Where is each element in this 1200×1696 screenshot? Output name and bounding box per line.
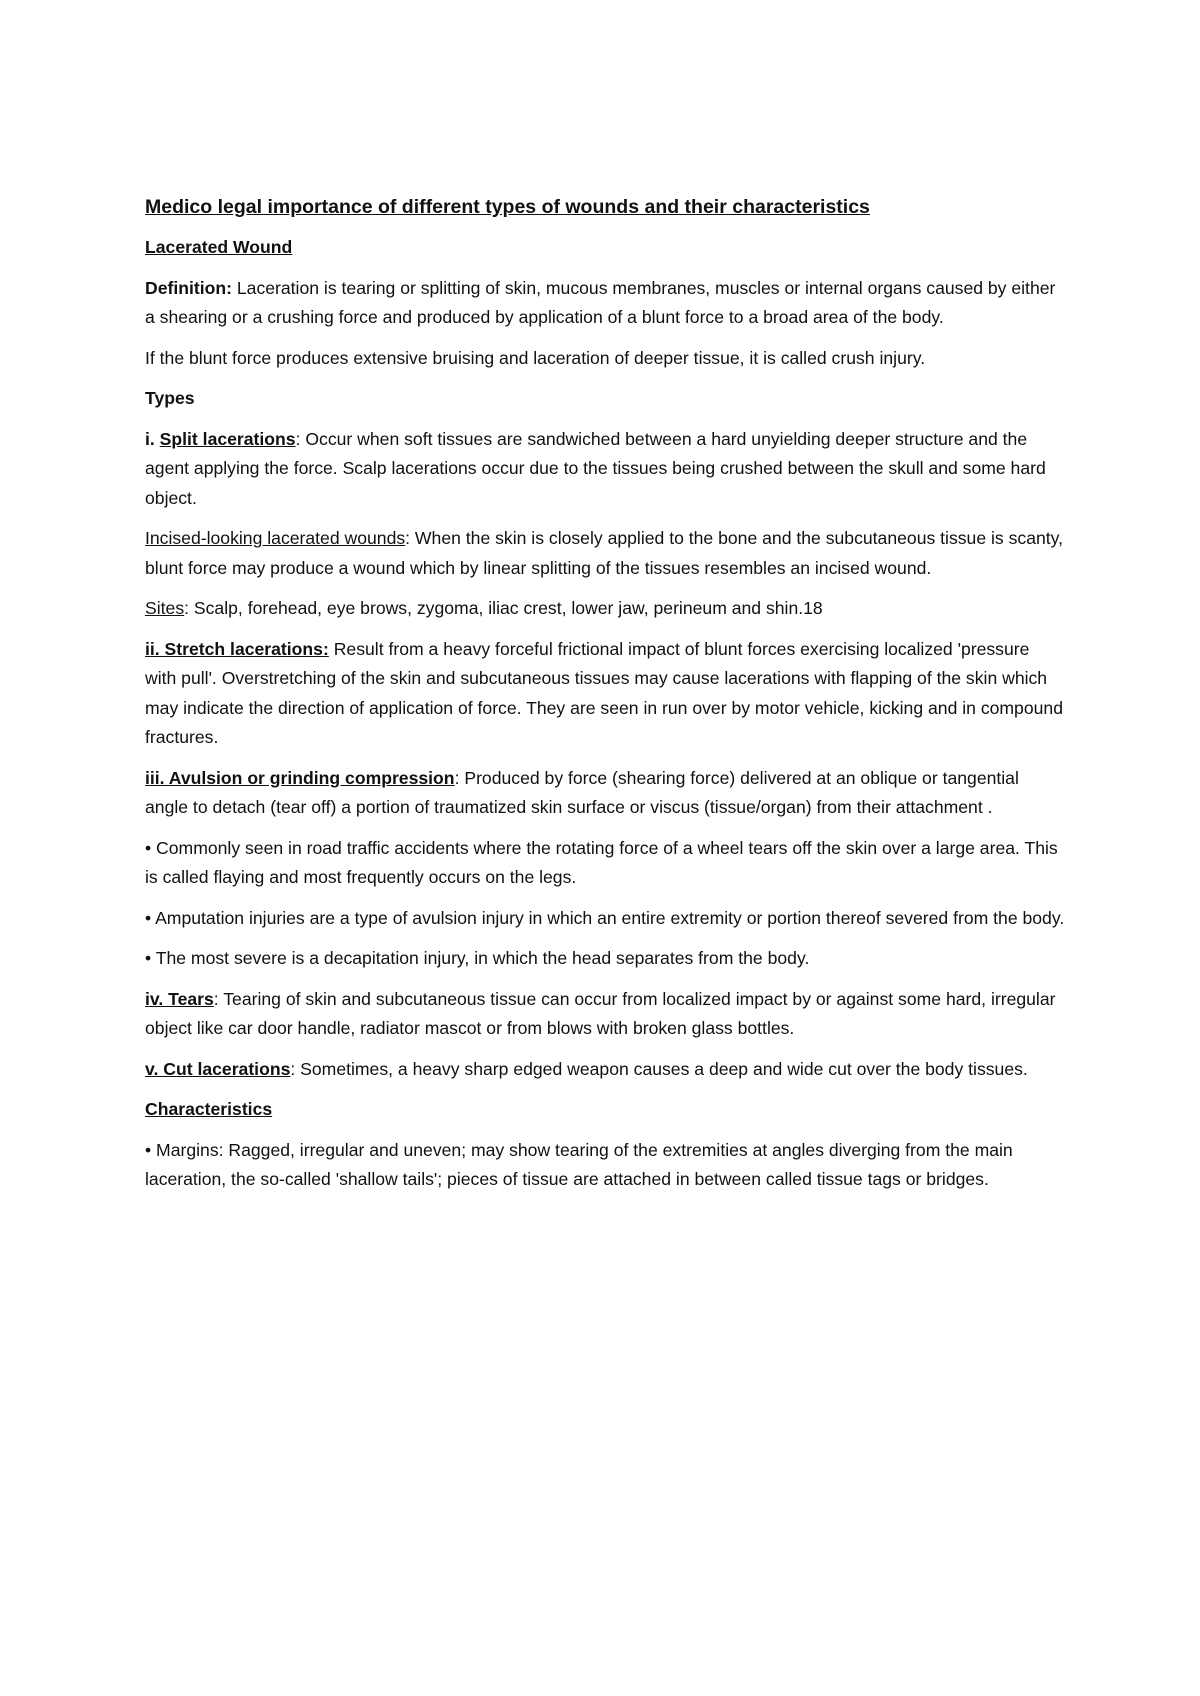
tears-paragraph xyxy=(145,985,1065,1044)
cut-colon: : xyxy=(290,1058,296,1079)
document-title: Medico legal importance of different types of wounds and their characteristics xyxy=(145,196,870,218)
sites-label: Sites xyxy=(145,598,185,618)
split-lacerations-paragraph xyxy=(145,425,1065,514)
avulsion-label: iii. Avulsion or grinding compression xyxy=(145,767,455,788)
sites-colon: : xyxy=(184,598,190,618)
bullet-item: • Amputation injuries are a type of avulsion injury in which an entire extremity or portion thereof severed from the body. xyxy=(145,907,1065,928)
avulsion-paragraph xyxy=(145,764,1065,823)
bullet-item: • The most severe is a decapitation injury, in which the head separates from the body. xyxy=(145,948,810,968)
incised-text: When the skin is closely applied to the bone and the subcutaneous tissue is scanty, blunt force may produce a wound which by linear splitting of the tissues resembles an incised wound. xyxy=(145,528,1064,578)
tears-text: Tearing of skin and subcutaneous tissue can occur from localized impact by or against some hard, irregular object like car door handle, radiator mascot or from blows with broken glass bottles. xyxy=(145,988,1056,1038)
cut-lacerations-paragraph xyxy=(145,1055,1065,1085)
avulsion-text: Produced by force (shearing force) delivered at an oblique or tangential angle to detach (tear off) a portion of traumatized skin surface or viscus (tissue/organ) from their attachment . xyxy=(145,767,1019,817)
cut-label: v. Cut lacerations xyxy=(145,1058,291,1079)
split-number: i. xyxy=(145,428,160,449)
incised-label: Incised-looking lacerated wounds xyxy=(145,528,406,548)
sites-text: Scalp, forehead, eye brows, zygoma, iliac crest, lower jaw, perineum and shin.18 xyxy=(189,598,823,618)
definition-text: Laceration is tearing or splitting of skin, mucous membranes, muscles or internal organs caused by either a shearing or a crushing force and produced by application of a blunt force to a broad area of the body. xyxy=(145,277,1056,327)
tears-label: iv. Tears xyxy=(145,988,214,1009)
split-text: Occur when soft tissues are sandwiched between a hard unyielding deeper structure and the agent applying the force. Scalp lacerations occur due to the tissues being crushed between the skull and some hard object. xyxy=(145,428,1046,508)
split-label: Split lacerations xyxy=(159,428,296,449)
crush-injury-paragraph: If the blunt force produces extensive bruising and laceration of deeper tissue, it is called crush injury. xyxy=(145,347,926,368)
bullet-item: • Commonly seen in road traffic accidents where the rotating force of a wheel tears off the skin over a large area. This is called flaying and most frequently occurs on the legs. xyxy=(145,837,1058,887)
avulsion-colon: : xyxy=(454,767,460,788)
margins-paragraph: • Margins: Ragged, irregular and uneven; may show tearing of the extremities at angles diverging from the main laceration, the so-called 'shallow tails'; pieces of tissue are attached in between called tissue tags or bridges. xyxy=(145,1139,1013,1189)
stretch-lacerations-paragraph xyxy=(145,635,1065,753)
sites-paragraph xyxy=(145,594,1065,624)
types-heading: Types xyxy=(145,388,195,408)
definition-paragraph xyxy=(145,274,1065,333)
split-colon: : xyxy=(295,428,301,449)
cut-text: Sometimes, a heavy sharp edged weapon causes a deep and wide cut over the body tissues. xyxy=(295,1058,1028,1079)
tears-colon: : xyxy=(213,988,219,1009)
section-heading-lacerated-wound: Lacerated Wound xyxy=(145,237,293,257)
incised-looking-paragraph xyxy=(145,524,1065,583)
stretch-text: Result from a heavy forceful frictional impact of blunt forces exercising localized 'pressure with pull'. Overstretching of the skin and subcutaneous tissues may cause lacerations with flapping of the skin which may indicate the direction of application of force. They are seen in run over by motor vehicle, kicking and in compound fractures. xyxy=(145,638,1063,747)
document-page xyxy=(145,192,1065,1206)
characteristics-heading: Characteristics xyxy=(145,1099,273,1119)
stretch-label: ii. Stretch lacerations: xyxy=(145,638,329,659)
definition-label: Definition: xyxy=(145,277,232,298)
incised-colon: : xyxy=(405,528,411,548)
